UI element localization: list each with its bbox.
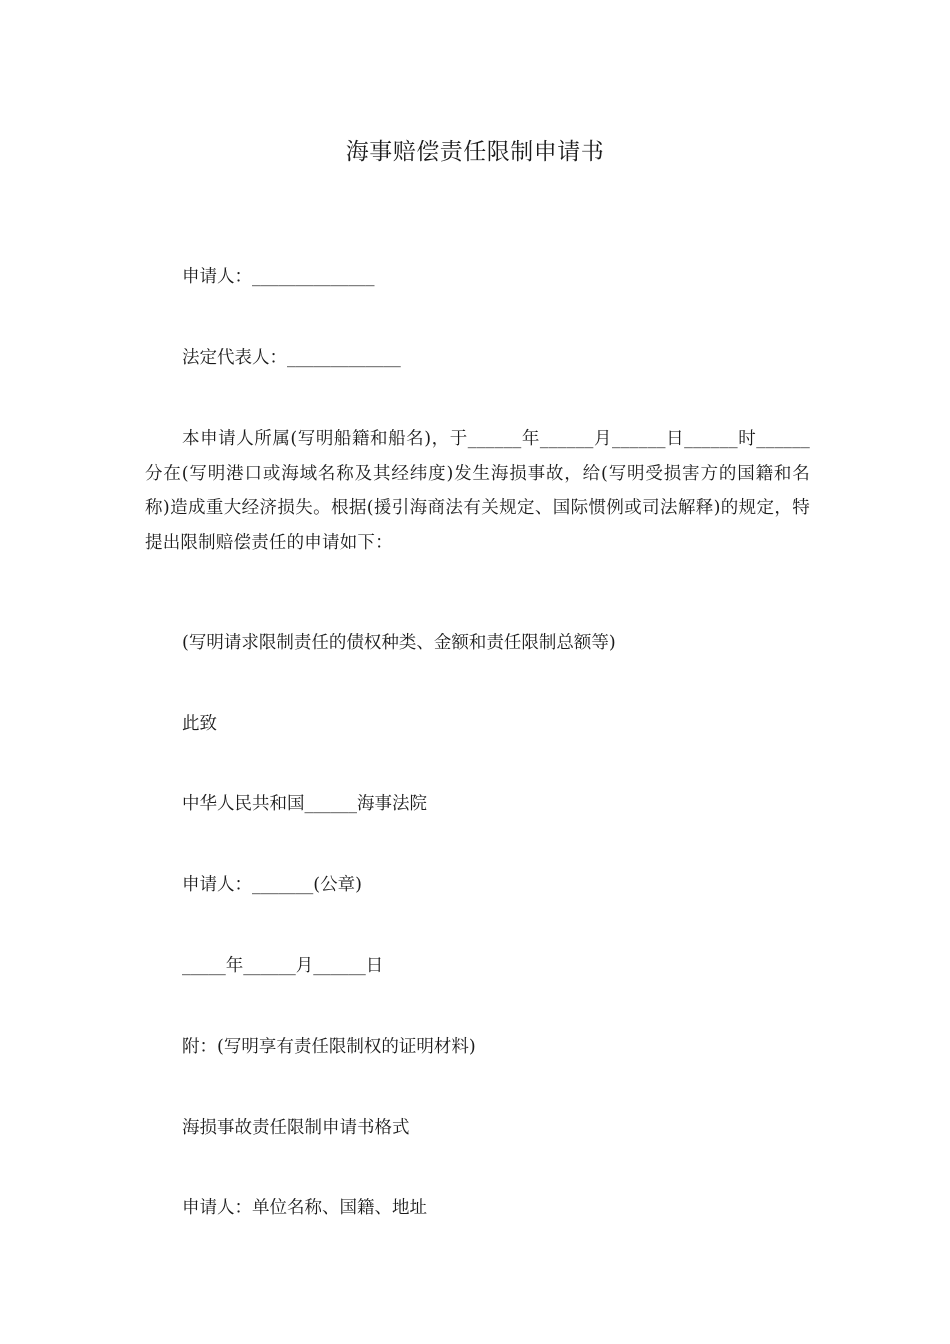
date-line: _____年______月______日: [182, 956, 384, 976]
attachment-line: 附：(写明享有责任限制权的证明材料): [182, 1037, 476, 1057]
request-line: (写明请求限制责任的债权种类、金额和责任限制总额等): [182, 633, 616, 653]
applicant-line: 申请人：______________: [182, 267, 375, 287]
document-title: 海事赔偿责任限制申请书: [345, 139, 605, 165]
legal-representative-line: 法定代表人：_____________: [182, 348, 401, 368]
format-applicant-line: 申请人：单位名称、国籍、地址: [182, 1198, 427, 1218]
salutation: 此致: [182, 714, 217, 734]
signature-line: 申请人：_______(公章): [182, 875, 362, 895]
body-paragraph: 本申请人所属(写明船籍和船名)，于______年______月______日______时______分在(写明港口或海域名称及其经纬度)发生海损事故，给(写明受损害方的国籍和名称)造成重大经济损失。根据(援引海商法有关规定、国际惯例或司法解释)的规定，特提出限制赔偿责任的申请如下：: [145, 429, 810, 553]
format-heading: 海损事故责任限制申请书格式: [182, 1118, 410, 1138]
court-line: 中华人民共和国______海事法院: [182, 794, 427, 814]
